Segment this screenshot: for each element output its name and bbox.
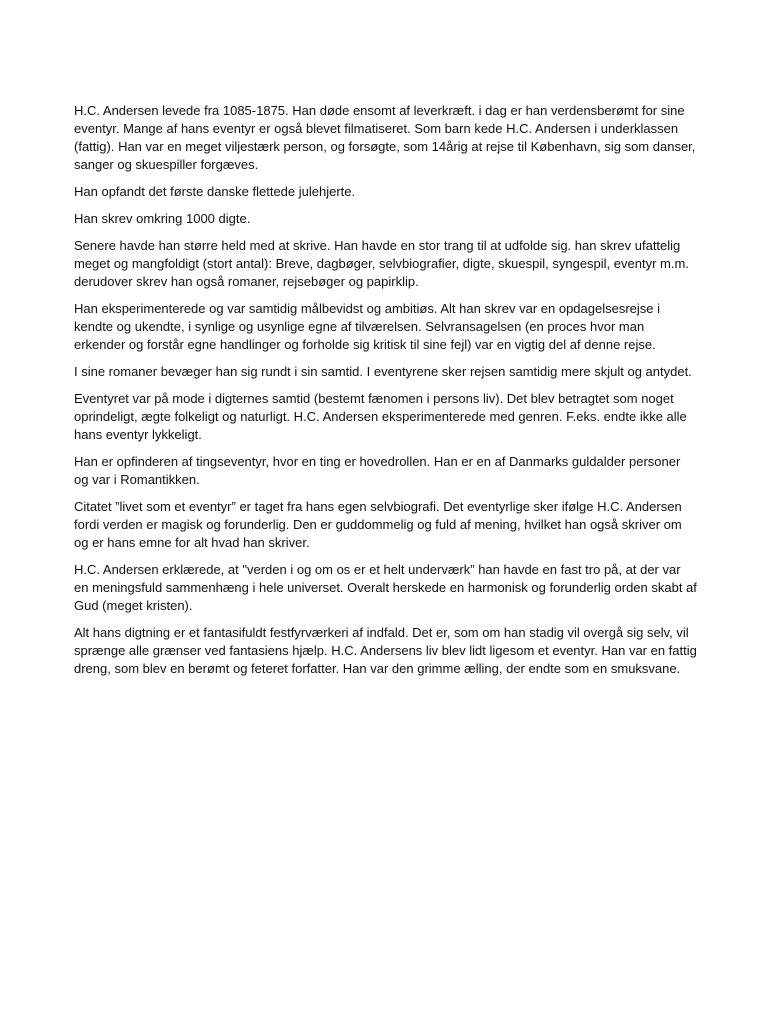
paragraph: Eventyret var på mode i digternes samtid (bestemt fænomen i persons liv). Det blev betragtet som noget oprindeligt, ægte folkeligt og naturligt. H.C. Andersen eksperimenterede med genren. F.eks. endte ikke alle hans eventyr lykkeligt.	[74, 391, 687, 442]
paragraph: Han skrev omkring 1000 digte.	[74, 211, 251, 226]
paragraph: Alt hans digtning er et fantasifuldt festfyrværkeri af indfald. Det er, som om han stadig vil overgå sig selv, vil sprænge alle grænser ved fantasiens hjælp. H.C. Andersens liv blev lidt ligesom et eventyr. Han var en fattig dreng, som blev en berømt og feteret forfatter. Han var den grimme ælling, der endte som en smuksvane.	[74, 625, 697, 676]
paragraph: Han eksperimenterede og var samtidig målbevidst og ambitiøs. Alt han skrev var en opdagelsesrejse i kendte og ukendte, i synlige og usynlige egne af tilværelsen. Selvransagelsen (en proces hvor man erkender og forstår egne handlinger og forholde sig kritisk til sine fejl) var en vigtig del af denne rejse.	[74, 301, 661, 352]
paragraph: H.C. Andersen erklærede, at "verden i og om os er et helt underværk” han havde en fast tro på, at der var en meningsfuld sammenhæng i hele universet. Overalt herskede en harmonisk og forunderlig orden skabt af Gud (meget kristen).	[74, 562, 697, 613]
paragraph: I sine romaner bevæger han sig rundt i sin samtid. I eventyrene sker rejsen samtidig mere skjult og antydet.	[74, 364, 692, 379]
paragraph: Senere havde han større held med at skrive. Han havde en stor trang til at udfolde sig. han skrev ufattelig meget og mangfoldigt (stort antal): Breve, dagbøger, selvbiografier, digte, skuespil, syngespil, eventyr m.m. derudover skrev han også romaner, rejsebøger og papirklip.	[74, 238, 689, 289]
document-page	[74, 102, 698, 687]
paragraph: Han er opfinderen af tingseventyr, hvor en ting er hovedrollen. Han er en af Danmarks guldalder personer og var i Romantikken.	[74, 454, 681, 487]
paragraph: Han opfandt det første danske flettede julehjerte.	[74, 184, 356, 199]
paragraph: Citatet ”livet som et eventyr” er taget fra hans egen selvbiografi. Det eventyrlige sker ifølge H.C. Andersen fordi verden er magisk og forunderlig. Den er guddommelig og fuld af mening, hvilket han også skriver om og er hans emne for alt hvad han skriver.	[74, 499, 682, 550]
paragraph: H.C. Andersen levede fra 1085-1875. Han døde ensomt af leverkræft. i dag er han verdensberømt for sine eventyr. Mange af hans eventyr er også blevet filmatiseret. Som barn kede H.C. Andersen i underklassen (fattig). Han var en meget viljestærk person, og forsøgte, som 14årig at rejse til København, sig som danser, sanger og skuespiller forgæves.	[74, 103, 696, 172]
